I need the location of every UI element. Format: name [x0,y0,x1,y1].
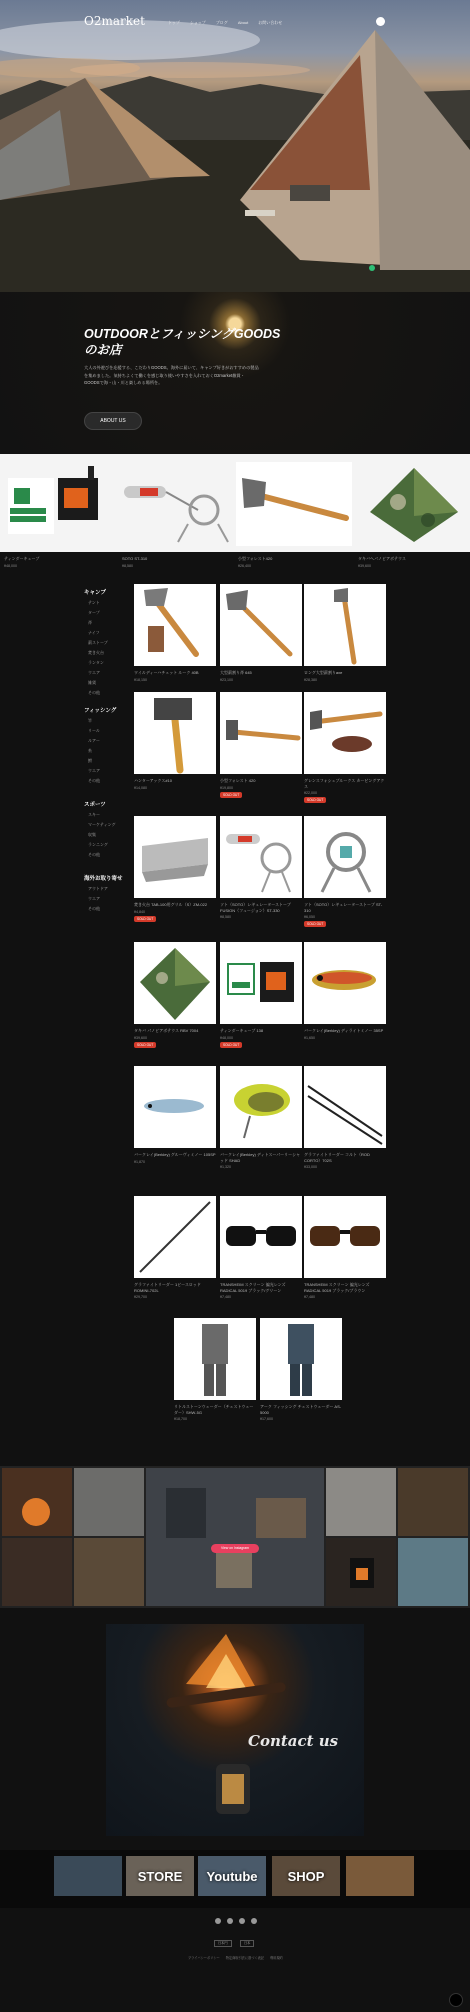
youtube-banner-label: Youtube [206,1869,258,1884]
product-name[interactable]: ソト（SOTO）レギュレーターストーブ FUSION（フュージョン）ST-330 [220,902,291,913]
featured-price: ¥39,600 [358,564,371,568]
product-price: ¥1,870 [134,1159,145,1164]
product-price: ¥8,580 [220,915,231,920]
featured-caption[interactable]: タキバヘパノピアボテウス [358,556,406,561]
product-name[interactable]: バークレイ(Berkley) ディライトミノー 35SP [304,1028,384,1033]
category-item[interactable]: ウエア [88,896,100,901]
product-price: ¥7,480 [220,1295,231,1300]
featured-price: ¥26,400 [238,564,251,568]
footer-link[interactable]: 特定商取引法に基づく表記 [225,1956,264,1960]
category-item[interactable]: テント [88,600,100,605]
category-item[interactable]: 竿 [88,718,92,723]
shop-banner[interactable] [272,1856,340,1896]
product-card[interactable] [134,1196,216,1299]
product-image[interactable] [134,1066,216,1148]
product-image[interactable] [220,1066,302,1148]
product-name[interactable]: 小型フォレスト 420 [220,778,256,783]
product-price: ¥19,800 [220,785,233,790]
category-item[interactable]: その他 [88,778,100,783]
product-card[interactable] [134,1066,216,1164]
product-name[interactable]: ロング大型薪割りaxe [304,670,343,675]
view-on-instagram-button[interactable]: View on Instagram [211,1544,259,1553]
category-item[interactable]: その他 [88,906,100,911]
product-price: ¥14,080 [134,785,147,790]
product-name[interactable]: バークレイ(Berkley) グルーヴィミノー 105SP [134,1152,216,1157]
cart-icon[interactable] [376,17,385,26]
product-price: ¥1,320 [220,1165,231,1170]
nav-item[interactable]: トップ [168,20,180,25]
product-price: ¥7,480 [304,1295,315,1300]
instagram-photo[interactable] [74,1538,144,1606]
category-item[interactable]: ランタン [88,660,104,665]
product-price: ¥4,840 [134,909,145,914]
product-card[interactable] [304,692,386,803]
product-image[interactable] [134,816,216,898]
category-item[interactable]: リール [88,728,100,733]
product-name[interactable]: リトルストーンウェーダー（チェストウェーダー）SHW-5G [174,1404,254,1415]
product-image[interactable] [304,942,386,1024]
hero-photo [0,0,470,292]
chat-icon[interactable] [449,1993,463,2007]
campfire-image [106,1624,364,1836]
category-item[interactable]: 斧 [88,620,92,625]
product-card[interactable] [220,942,302,1048]
sold-out-badge: SOLD OUT [134,1042,156,1048]
category-item[interactable]: タープ [88,610,100,615]
featured-item-axe[interactable] [236,462,352,546]
product-name[interactable]: ティンダーキューブ 138 [220,1028,264,1033]
category-item[interactable]: その他 [88,852,100,857]
product-name[interactable]: TRANSHEIM スクリーン 偏光レンズ RADICAL 5019 ブラック/グリーン [220,1282,286,1293]
hero-section [0,0,470,292]
product-image[interactable] [134,692,216,774]
product-image[interactable] [174,1318,256,1400]
product-card[interactable] [304,584,386,682]
product-card[interactable] [220,1196,302,1299]
instagram-photo[interactable] [74,1468,144,1536]
product-card[interactable] [134,816,216,922]
product-card[interactable] [304,942,386,1040]
language-select[interactable]: 日本 [240,1940,254,1947]
link-banners [0,1850,470,1908]
featured-item-soto-stove[interactable] [118,462,240,546]
category-item[interactable]: 焚き火台 [88,650,104,655]
category-item[interactable]: マーケティング [88,822,116,827]
product-image[interactable] [134,1196,216,1278]
product-card[interactable] [220,816,302,919]
product-image[interactable] [304,692,386,774]
product-price: ¥29,700 [134,1295,147,1300]
product-card[interactable] [134,942,216,1048]
instagram-photo[interactable] [398,1538,468,1606]
category-item[interactable]: ルアー [88,738,100,743]
featured-stove-image[interactable] [52,462,106,546]
instagram-feed [0,1466,470,1608]
product-card[interactable] [220,584,302,682]
category-item[interactable]: その他 [88,690,100,695]
currency-select[interactable]: 日本円 [214,1940,232,1947]
sold-out-badge: SOLD OUT [134,916,156,922]
product-price: ¥28,380 [304,677,317,682]
instagram-photo[interactable] [2,1538,72,1606]
product-name[interactable]: 大型薪割り斧 645 [220,670,252,675]
instagram-icon[interactable] [215,1918,221,1924]
category-item[interactable]: 収集 [88,832,96,837]
product-card[interactable] [220,1066,302,1169]
instagram-photo[interactable] [2,1468,72,1536]
featured-item-tinder-cube[interactable] [0,462,58,546]
product-image[interactable] [134,584,216,666]
product-name[interactable]: バークレイ(Berkley) ディトスーパーリーシャッド SHAD [220,1152,300,1163]
product-image[interactable] [220,1196,302,1278]
footer-link[interactable]: 利用規約 [269,1956,283,1960]
product-image[interactable] [220,816,302,898]
youtube-banner[interactable] [198,1856,266,1896]
product-card[interactable] [304,1196,386,1299]
sold-out-badge: SOLD OUT [220,1042,242,1048]
category-heading[interactable]: フィッシング [84,708,117,714]
featured-price: ¥8,580 [122,564,133,568]
featured-caption[interactable]: 小型フォレスト420 [238,556,273,561]
category-item[interactable]: ランニング [88,842,108,847]
featured-caption[interactable]: ティンダーキューブ [4,556,40,561]
product-name[interactable]: ワイルディーハチェット ルーク 40B [134,670,199,675]
sold-out-badge: SOLD OUT [304,797,326,803]
product-name[interactable]: ソト（SOTO）レギュレーターストーブ ST-310 [304,902,383,913]
product-price: ¥1,650 [304,1035,315,1040]
product-image[interactable] [304,816,386,898]
sold-out-badge: SOLD OUT [220,792,242,798]
product-image[interactable] [134,942,216,1024]
product-card[interactable] [304,1066,386,1169]
product-name[interactable]: TRANSHEIM スクリーン 偏光レンズ RADICAL 5019 ブラック/ブラウン [304,1282,370,1293]
brand-logo[interactable]: O2market [84,14,145,28]
product-price: ¥18,700 [174,1417,187,1422]
product-card[interactable] [260,1318,342,1421]
category-item[interactable]: 糸 [88,748,92,753]
product-card[interactable] [134,692,216,790]
featured-caption[interactable]: SOTO ST-310 [122,556,148,561]
category-heading[interactable]: 海外お取り寄せ [84,876,123,882]
product-price: ¥23,100 [220,677,233,682]
product-price: ¥22,000 [304,791,317,796]
instagram-photo[interactable] [398,1468,468,1536]
store-banner[interactable] [126,1856,194,1896]
contact-label[interactable]: Contact us [248,1732,339,1750]
nav-item[interactable]: About [237,20,249,25]
category-heading[interactable]: スポーツ [84,802,106,808]
product-name[interactable]: ハンターアックス#10 [134,778,172,783]
category-item[interactable]: ナイフ [88,630,100,635]
facebook-icon[interactable] [239,1918,245,1924]
about-us-button[interactable]: ABOUT US [84,412,142,430]
banner-thumb[interactable] [54,1856,122,1896]
category-item[interactable]: スキー [88,812,100,817]
contact-banner[interactable] [106,1624,364,1836]
product-image[interactable] [220,942,302,1024]
category-heading[interactable]: キャンプ [84,590,107,596]
product-card[interactable] [220,692,302,798]
nav-item[interactable]: ブログ [215,20,228,25]
product-name[interactable]: タキバ パノピアボテウス RBV 7004 [134,1028,199,1033]
category-item[interactable]: ウエア [88,768,100,773]
social-links [215,1918,257,1924]
product-price: ¥6,050 [304,915,315,920]
category-item[interactable]: アウトドア [88,886,108,891]
product-image[interactable] [220,692,302,774]
product-image[interactable] [220,584,302,666]
nav-item[interactable]: ショップ [189,20,206,25]
product-image[interactable] [304,584,386,666]
product-image[interactable] [304,1066,386,1148]
product-price: ¥18,150 [134,677,147,682]
featured-item-hub-tent[interactable] [358,462,470,546]
product-image[interactable] [260,1318,342,1400]
about-body: 大人の外遊びを応援する、こだわりGOODS。海外に届いて、キャンプ好きがおすすめの製品を集めました。気持ちよくて働くを感じ取り使いやすさを入れておくO2market雑貨・GOODSで海・山・川と楽しめる場所を。 [84,365,259,385]
category-item[interactable]: 鰐 [88,758,92,763]
sold-out-badge: SOLD OUT [304,921,326,927]
banner-thumb[interactable] [346,1856,414,1896]
category-item[interactable]: ウエア [88,670,100,675]
line-icon[interactable] [251,1918,257,1924]
instagram-photo[interactable] [326,1538,396,1606]
twitter-icon[interactable] [227,1918,233,1924]
product-card[interactable] [134,584,216,682]
main-nav [168,20,282,26]
product-name[interactable]: グラファイトリーダー コルト（ROD CORTO）702S [304,1152,370,1163]
product-name[interactable]: グレンスフォシュブルークス カービングアクス [304,778,385,789]
footer-links [188,1955,283,1960]
product-price: ¥48,000 [220,1035,233,1040]
shop-banner-label: SHOP [287,1869,325,1884]
product-price: ¥17,600 [260,1417,273,1422]
instagram-photo[interactable] [146,1468,324,1606]
product-name[interactable]: アーク フィッシング チェストウェーダー AS-5000 [260,1404,342,1415]
featured-price: ¥48,000 [4,564,17,568]
featured-strip [0,454,470,552]
product-name[interactable]: グラファイトリーダー 1ピースロッド ROMINI-702L [134,1282,201,1293]
nav-item[interactable]: お問い合わせ [258,20,283,25]
product-card[interactable] [304,816,386,927]
store-banner-label: STORE [137,1869,183,1884]
product-price: ¥39,600 [134,1035,147,1040]
category-item[interactable]: 薪ストーブ [88,640,108,645]
about-headline: OUTDOORとフィッシングGOODSのお店 [84,327,281,357]
product-card[interactable] [174,1318,256,1421]
category-item[interactable]: 雑貨 [88,680,96,685]
product-name[interactable]: 焚き火台 TAB-100用グリル（S）ZM-022 [134,902,208,907]
product-image[interactable] [304,1196,386,1278]
footer-link[interactable]: プライバシーポリシー [188,1956,220,1960]
about-section [0,292,470,454]
instagram-photo[interactable] [326,1468,396,1536]
product-price: ¥33,000 [304,1165,317,1170]
